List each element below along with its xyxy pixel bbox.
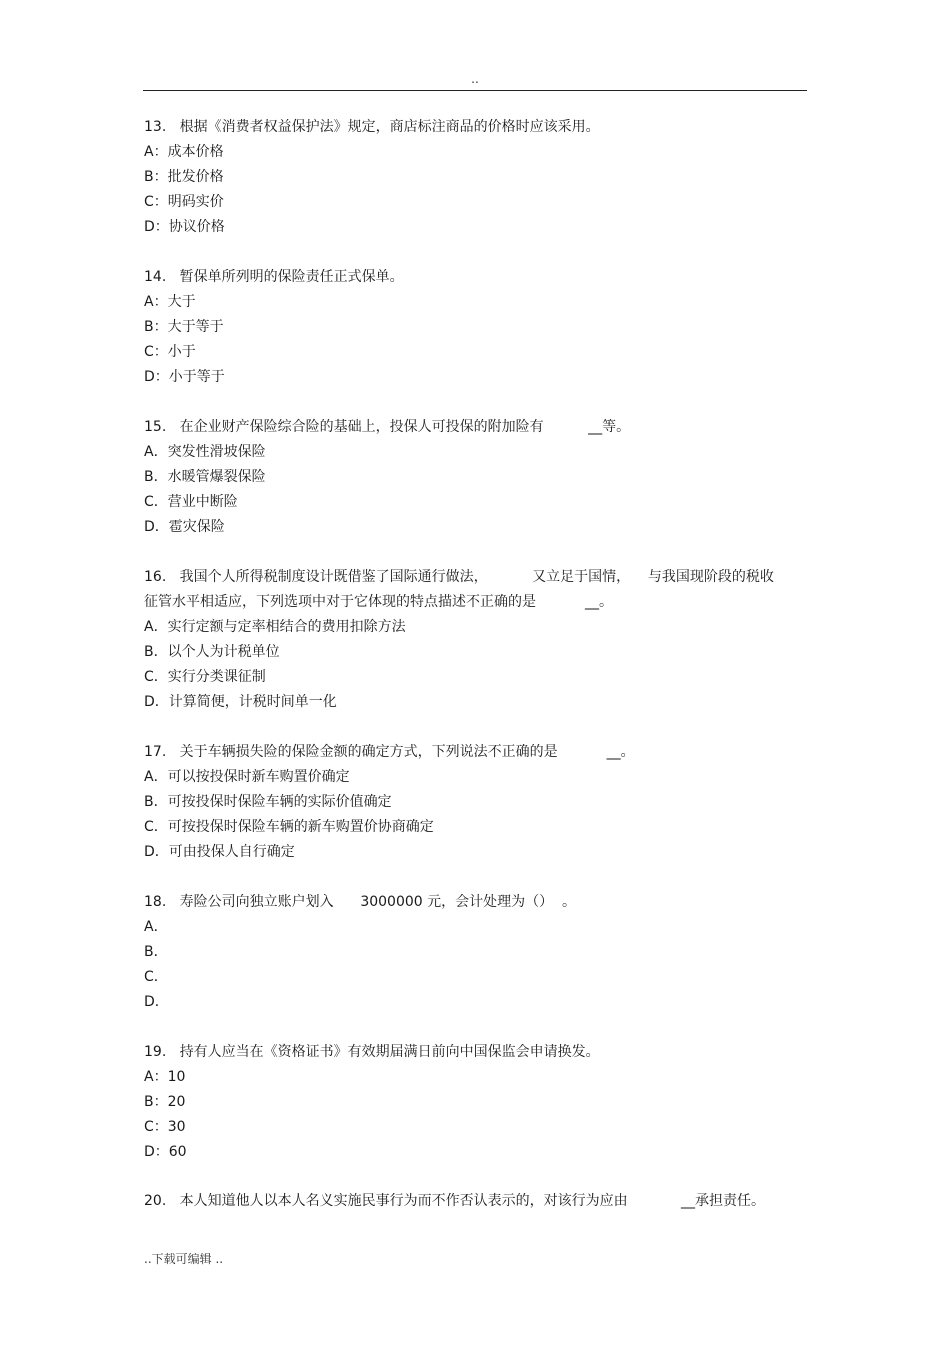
option-c: C． [144, 969, 168, 985]
question-15 [144, 415, 808, 540]
option-c: C：小于 [144, 344, 196, 360]
option-c: C．实行分类课征制 [144, 669, 266, 685]
page-footer: ..下载可编辑 .. [144, 1252, 224, 1266]
header-divider [143, 90, 807, 91]
question-16 [144, 565, 808, 715]
question-18 [144, 890, 808, 1015]
option-a: A． [144, 919, 168, 935]
option-b: B．可按投保时保险车辆的实际价值确定 [144, 794, 392, 810]
option-c: C．营业中断险 [144, 494, 238, 510]
question-stem-line-1: 16. 我国个人所得税制度设计既借鉴了国际通行做法， 又立足于国情， 与我国现阶段的税收 [144, 569, 774, 585]
question-13 [144, 115, 808, 240]
question-14 [144, 265, 808, 390]
option-a: A：10 [144, 1069, 186, 1085]
option-d: D．雹灾保险 [144, 519, 225, 535]
option-d: D．可由投保人自行确定 [144, 844, 295, 860]
option-d: D． [144, 994, 169, 1010]
option-a: A．实行定额与定率相结合的费用扣除方法 [144, 619, 406, 635]
question-17 [144, 740, 808, 865]
question-stem-line-2: 征管水平相适应，下列选项中对于它体现的特点描述不正确的是 __。 [144, 594, 613, 610]
question-20 [144, 1189, 808, 1214]
question-19 [144, 1040, 808, 1165]
option-d: D：小于等于 [144, 369, 225, 385]
question-stem: 17. 关于车辆损失险的保险金额的确定方式，下列说法不正确的是 __。 [144, 744, 635, 760]
option-b: B．水暖管爆裂保险 [144, 469, 266, 485]
question-stem: 13. 根据《消费者权益保护法》规定，商店标注商品的价格时应该采用。 [144, 119, 600, 135]
question-stem: 14. 暂保单所列明的保险责任正式保单。 [144, 269, 404, 285]
option-a: A：成本价格 [144, 144, 224, 160]
option-b: B．以个人为计税单位 [144, 644, 280, 660]
option-b: B． [144, 944, 168, 960]
option-b: B：大于等于 [144, 319, 224, 335]
option-c: C：明码实价 [144, 194, 224, 210]
option-d: D：60 [144, 1144, 187, 1160]
option-a: A．可以按投保时新车购置价确定 [144, 769, 350, 785]
question-stem: 15. 在企业财产保险综合险的基础上，投保人可投保的附加险有 __等。 [144, 419, 631, 435]
option-c: C．可按投保时保险车辆的新车购置价协商确定 [144, 819, 434, 835]
option-a: A．突发性滑坡保险 [144, 444, 266, 460]
page-header-mark: .. [471, 72, 479, 86]
option-b: B：20 [144, 1094, 186, 1110]
question-stem: 20. 本人知道他人以本人名义实施民事行为而不作否认表示的，对该行为应由 __承担责任。 [144, 1193, 766, 1209]
option-c: C：30 [144, 1119, 186, 1135]
option-a: A：大于 [144, 294, 196, 310]
question-stem: 19. 持有人应当在《资格证书》有效期届满日前向中国保监会申请换发。 [144, 1044, 600, 1060]
option-b: B：批发价格 [144, 169, 224, 185]
question-stem: 18. 寿险公司向独立账户划入 3000000 元，会计处理为（） 。 [144, 894, 577, 910]
option-d: D．计算简便，计税时间单一化 [144, 694, 337, 710]
option-d: D：协议价格 [144, 219, 225, 235]
